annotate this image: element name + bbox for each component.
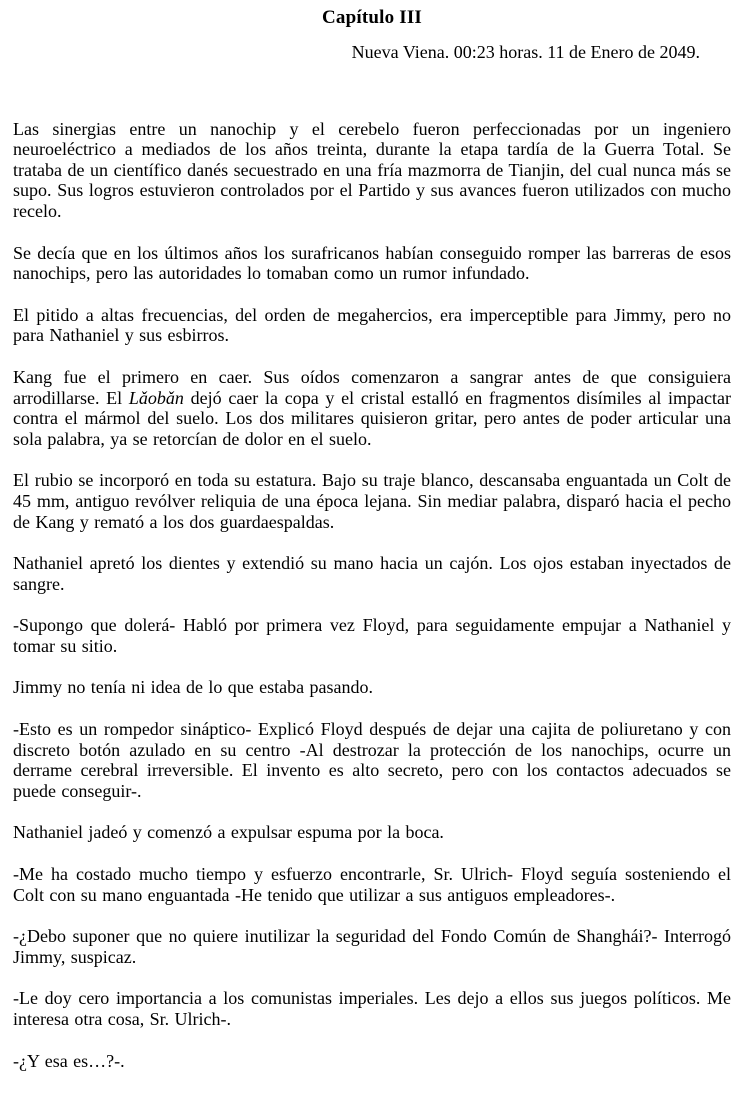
- paragraph-04-text-before: Kang fue el primero en caer. Sus oídos comenzaron a sangrar antes de que consiguiera arrodillarse. El: [13, 366, 731, 408]
- paragraph-02: Se decía que en los últimos años los surafricanos habían conseguido romper las barreras de esos nanochips, pero las autoridades lo tomaban como un rumor infundado.: [13, 242, 731, 284]
- paragraph-04: [13, 367, 731, 449]
- paragraph-07: -Supongo que dolerá- Habló por primera vez Floyd, para seguidamente empujar a Nathaniel y tomar su sitio.: [13, 615, 731, 656]
- chapter-title: Capítulo III: [321, 7, 423, 28]
- paragraph-10: Nathaniel jadeó y comenzó a expulsar espuma por la boca.: [13, 822, 444, 843]
- paragraph-14: -¿Y esa es…?-.: [13, 1050, 125, 1071]
- paragraph-09: -Esto es un rompedor sináptico- Explicó Floyd después de dejar una cajita de poliuretano y con discreto botón azulado en su centro -Al destrozar la protección de los nanochips, ocurre un derrame cerebral irreversible. El invento es alto secreto, pero con los contactos adecuados se puede conseguir-.: [13, 719, 731, 801]
- paragraph-04-text-after: dejó caer la copa y el cristal estalló en fragmentos disímiles al impactar contra el mármol del suelo. Los dos militares quisieron gritar, pero antes de poder articular una sola palabra, ya se retorcían de dolor en el suelo.: [13, 387, 731, 449]
- paragraph-06: Nathaniel apretó los dientes y extendió su mano hacia un cajón. Los ojos estaban inyectados de sangre.: [13, 553, 731, 594]
- paragraph-12: -¿Debo suponer que no quiere inutilizar la seguridad del Fondo Común de Shanghái?- Interrogó Jimmy, suspicaz.: [13, 926, 731, 967]
- chapter-body: [13, 119, 731, 1072]
- paragraph-11: -Me ha costado mucho tiempo y esfuerzo encontrarle, Sr. Ulrich- Floyd seguía sosteniendo el Colt con su mano enguantada -He tenido que utilizar a sus antiguos empleadores-.: [13, 864, 731, 905]
- dateline: Nueva Viena. 00:23 horas. 11 de Enero de 2049.: [351, 42, 700, 62]
- paragraph-08: Jimmy no tenía ni idea de lo que estaba pasando.: [13, 677, 374, 698]
- paragraph-03: El pitido a altas frecuencias, del orden de megahercios, era imperceptible para Jimmy, pero no para Nathaniel y sus esbirros.: [13, 304, 731, 346]
- laoban-italic-term: Lǎobǎn: [128, 387, 184, 408]
- paragraph-13: -Le doy cero importancia a los comunistas imperiales. Les dejo a ellos sus juegos políticos. Me interesa otra cosa, Sr. Ulrich-.: [13, 988, 731, 1029]
- paragraph-01: Las sinergias entre un nanochip y el cerebelo fueron perfeccionadas por un ingeniero neuroeléctrico a mediados de los años treinta, durante la etapa tardía de la Guerra Total. Se trataba de un científico danés secuestrado en una fría mazmorra de Tianjin, del cual nunca más se supo. Sus logros estuvieron controlados por el Partido y sus avances fueron utilizados con mucho recelo.: [13, 118, 731, 221]
- paragraph-05: El rubio se incorporó en toda su estatura. Bajo su traje blanco, descansaba enguantada un Colt de 45 mm, antiguo revólver reliquia de una época lejana. Sin mediar palabra, disparó hacia el pecho de Kang y remató a los dos guardaespaldas.: [13, 470, 731, 532]
